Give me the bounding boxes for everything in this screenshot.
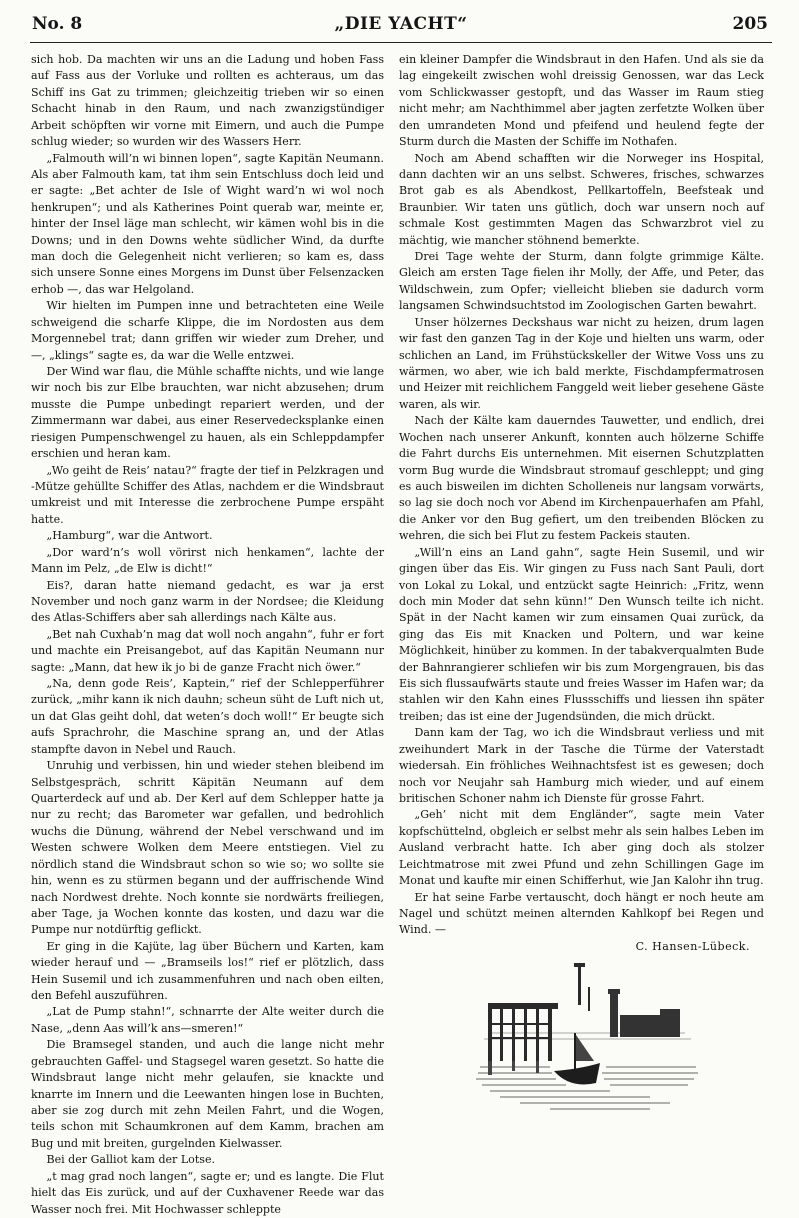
paragraph: Eis?, daran hatte niemand gedacht, es war ja erst November und noch ganz warm in der Nordsee; die Kleidung des Atlas-Schiffers aber sah allerdings nach Kälte aus.	[31, 578, 384, 625]
paragraph: „t mag grad noch langen“, sagte er; und es langte. Die Flut hielt das Eis zurück, und auf der Cuxhavener Reede war das Wasser noch frei. Mit Hochwasser schleppte	[31, 1169, 384, 1216]
paragraph: Noch am Abend schafften wir die Norweger ins Hospital, dann dachten wir an uns selbst. Schweres, frisches, schwarzes Brot gab es als Abendkost, Pellkartoffeln, Beefsteak und Braunbier. Wir taten uns gütlich, doch war unsern noch auf schmale Kost gestimmten Magen das Schwarzbrot viel zu mächtig, wie mancher stöhnend bemerkte.	[399, 151, 764, 247]
paragraph: Er ging in die Kajüte, lag über Büchern und Karten, kam wieder herauf und — „Bramseils los!“ rief er plötzlich, dass Hein Susemil und ich zusammenfuhren und nach oben eilten, den Befehl auszuführen.	[31, 939, 384, 1003]
paragraph: Nach der Kälte kam dauerndes Tauwetter, und endlich, drei Wochen nach unserer Ankunft, konnten auch hölzerne Schiffe die Fahrt durchs Eis unternehmen. Mit eisernen Schutzplatten vorm Bug wurde die Windsbraut stromauf geschleppt; und ging es auch bisweilen im dichten Schollenеis nur langsam vorwärts, so lag sie doch noch vor Abend im Kirchenpauerhafen am Pfahl, die Anker vor den Bug gefiert, um den treibenden Blöcken zu wehren, die sich bei Flut zu festem Packeis stauten.	[399, 414, 764, 543]
paragraph: „Lat de Pump stahn!“, schnarrte der Alte weiter durch die Nase, „denn Aas will’k ans—smeren!“	[31, 1005, 384, 1035]
paragraph: Wir hielten im Pumpen inne und betrachteten eine Weile schweigend die scharfe Klippe, die im Nordosten aus dem Morgennebel trat; dann griffen wir wieder zum Dreher, und —, „klings“ sagte es, da war die Welle entzwei.	[31, 299, 384, 362]
boat-icon	[554, 1033, 600, 1085]
paragraph: „Na, denn gode Reis’, Kaptein,“ rief der Schlepperführer zurück, „mihr kann ik nich dauhn; scheun süht de Luft nich ut, un dat Glas geiht dohl, dat weten’s doch woll!“ Er beugte sich aufs Sprachrohr, die Maschine sprang an, und der Atlas stampfte davon in Nebel und Rauch.	[31, 677, 384, 756]
magazine-title: „DIE YACHT“	[334, 14, 468, 34]
paragraph: Die Bramsegel standen, und auch die lange nicht mehr gebrauchten Gaffel- und Stagsegel waren gesetzt. So hatte die Windsbraut lange nicht mehr gelaufen, sie knackte und knarrte im Innern und die Leewanten hingen lose in Buchten, aber sie zog durch mit zehn Meilen Fahrt, und die Wogen, teils schon mit Schaumkronen auf dem Kamm, brachen am Bug und mit breiten, gurgelnden Kielwasser.	[31, 1038, 384, 1150]
paragraph: Der Wind war flau, die Mühle schaffte nichts, und wie lange wir noch bis zur Elbe brauchten, war nicht abzusehen; drum musste die Pumpe unbedingt repariert werden, und der Zimmermann war dabei, aus einer Reservedecksplanke einen riesigen Pumpenschwengel zu hauen, als ein Schleppdampfer erschien und heran kam.	[31, 365, 384, 461]
paragraph: Bei der Galliot kam der Lotse.	[46, 1153, 215, 1167]
author-signature: C. Hansen-Lübeck.	[635, 939, 750, 953]
paragraph: sich hob. Da machten wir uns an die Ladung und hoben Fass auf Fass aus der Vorluke und rollten es achteraus, um das Schiff ins Gat zu trimmen; gleichzeitig trieben wir so einen Schacht hinab in den Raum, und nach zwanzigstündiger Arbeit schöpften wir vorne mit Eimern, und auch die Pumpe schlug wieder; so wurden wir des Wassers Herr.	[31, 53, 384, 149]
paragraph: ein kleiner Dampfer die Windsbraut in den Hafen. Und als sie da lag eingekeilt zwischen wohl dreissig Genossen, war das Leck vom Schlickwasser gestopft, und das Wasser im Raum stieg nicht mehr; am Nachthimmel aber jagten zerfetzte Wolken über den umrandeten Mond und pfeifend und heulend fegte der Sturm durch die Masten der Schiffe im Nothafen.	[399, 53, 764, 149]
paragraph: Drei Tage wehte der Sturm, dann folgte grimmige Kälte. Gleich am ersten Tage fielen ihr Molly, der Affe, und Peter, das Wildschwein, zum Opfer; vielleicht blieben sie dadurch vorm langsamen Schwindsuchtstod im Zoologischen Garten bewahrt.	[399, 250, 764, 313]
issue-number: No. 8	[32, 14, 83, 34]
paragraph: „Will’n eins an Land gahn“, sagte Hein Susemil, und wir gingen über das Eis. Wir gingen zu Fuss nach Sant Pauli, dort von Lokal zu Lokal, und entzückt sagte Heinrich: „Fritz, wenn doch min Moder dat sehn künn!“ Den Wunsch teilte ich nicht. Spät in der Nacht kamen wir zum einsamen Quai zurück, da ging das Eis mit Knacken und Poltern, und war keine Möglichkeit, hinüber zu kommen. In der tabakverqualmten Bude der Bahnrangierer schliefen wir bis zum Morgengrauen, bis das Eis sich flussaufwärts staute und freies Wasser im Hafen war; da stahlen wir den Kahn eines Flussschiffs und liessen ihn später treiben; das ist eine der Jugendsünden, die mich drückt.	[399, 545, 764, 723]
right-column	[399, 52, 764, 955]
paragraph: „Hamburg“, war die Antwort.	[46, 529, 213, 543]
page-header	[30, 8, 772, 43]
harbor-illustration	[470, 963, 705, 1115]
paragraph: „Wo geiht de Reis’ natau?“ fragte der tief in Pelzkragen und -Mütze gehüllte Schiffer des Atlas, nachdem er die Windsbraut umkreist und mit Interesse die zerbrochene Pumpe erspäht hatte.	[31, 463, 384, 526]
pier-icon	[488, 1003, 558, 1061]
paragraph: Dann kam der Tag, wo ich die Windsbraut verliess und mit zweihundert Mark in der Tasche die Türme der Vaterstadt wiedersah. Ein fröhliches Weihnachtsfest ist es gewesen; doch noch vor Neujahr sah Hamburg mich wieder, und auf einem britischen Schoner nahm ich Dienste für grosse Fahrt.	[399, 726, 764, 805]
paragraph: „Geh’ nicht mit dem Engländer“, sagte mein Vater kopfschüttelnd, obgleich er selbst mehr als sein halbes Leben im Ausland verbracht hatte. Ich aber ging doch als stolzer Leichtmatrose mit zwei Pfund und zehn Schillingen Gage im Monat und kaufte mir einen Schifferhut, wie Jan Kalohr ihn trug.	[399, 808, 764, 888]
paragraph: „Bet nah Cuxhab’n mag dat woll noch angahn“, fuhr er fort und machte ein Preisangebot, auf das Kapitän Neumann nur sagte: „Mann, dat hew ik jo bi de ganze Fracht nich öwer.“	[31, 627, 384, 674]
page-number: 205	[732, 14, 768, 34]
paragraph: „Falmouth will’n wi binnen lopen“, sagte Kapitän Neumann. Als aber Falmouth kam, tat ihm sein Entschluss doch leid und er sagte: „Bet achter de Isle of Wight ward’n wi wol noch henkrupen“; und als Katherines Point querab war, meinte er, hinter der Insel läge man schlecht, wir kämen wohl bis in die Downs; und in den Downs wehte südlicher Wind, da durfte man doch die Gelegenheit nicht verlieren; so kam es, dass sich unsere Sonne eines Morgens im Dunst über Felsenzacken erhob —, das war Helgoland.	[31, 151, 384, 296]
paragraph: Unruhig und verbissen, hin und wieder stehen bleibend im Selbstgespräch, schritt Käpitän Neumann auf dem Quarterdeck auf und ab. Der Kerl auf dem Schlepper hatte ja nur zu recht; das Barometer war gefallen, und bedrohlich wuchs die Dünung, während der Nebel verschwand und im Westen schwere Wolken dem Meere entstiegen. Viel zu nördlich stand die Windsbraut schon so wie so; wo sollte sie hin, wenn es zu stürmen begann und der auffrischende Wind nach Nordwest drehte. Noch konnte sie nordwärts freiliegen, aber Tage, ja Wochen konnte das kosten, und dazu war die Pumpe nur notdürftig geflickt.	[31, 759, 384, 937]
paragraph: „Dor ward’n’s woll vörirst nich henkamen“, lachte der Mann im Pelz, „de Elw is dicht!“	[31, 545, 384, 576]
left-column	[31, 52, 384, 1218]
paragraph: Unser hölzernes Deckshaus war nicht zu heizen, drum lagen wir fast den ganzen Tag in der Koje und hielten uns warm, oder schlichen an Land, im Frühstückskeller der Witwe Voss uns zu wärmen, wo aber, wie ich bald merkte, Fischdampfermatrosen und Heizer mit reichlichem Fanggeld weit lieber gesehene Gäste waren, als wir.	[399, 315, 764, 411]
paragraph: Er hat seine Farbe vertauscht, doch hängt er noch heute am Nagel und schützt meinen alternden Kahlkopf bei Regen und Wind. —	[399, 890, 764, 937]
